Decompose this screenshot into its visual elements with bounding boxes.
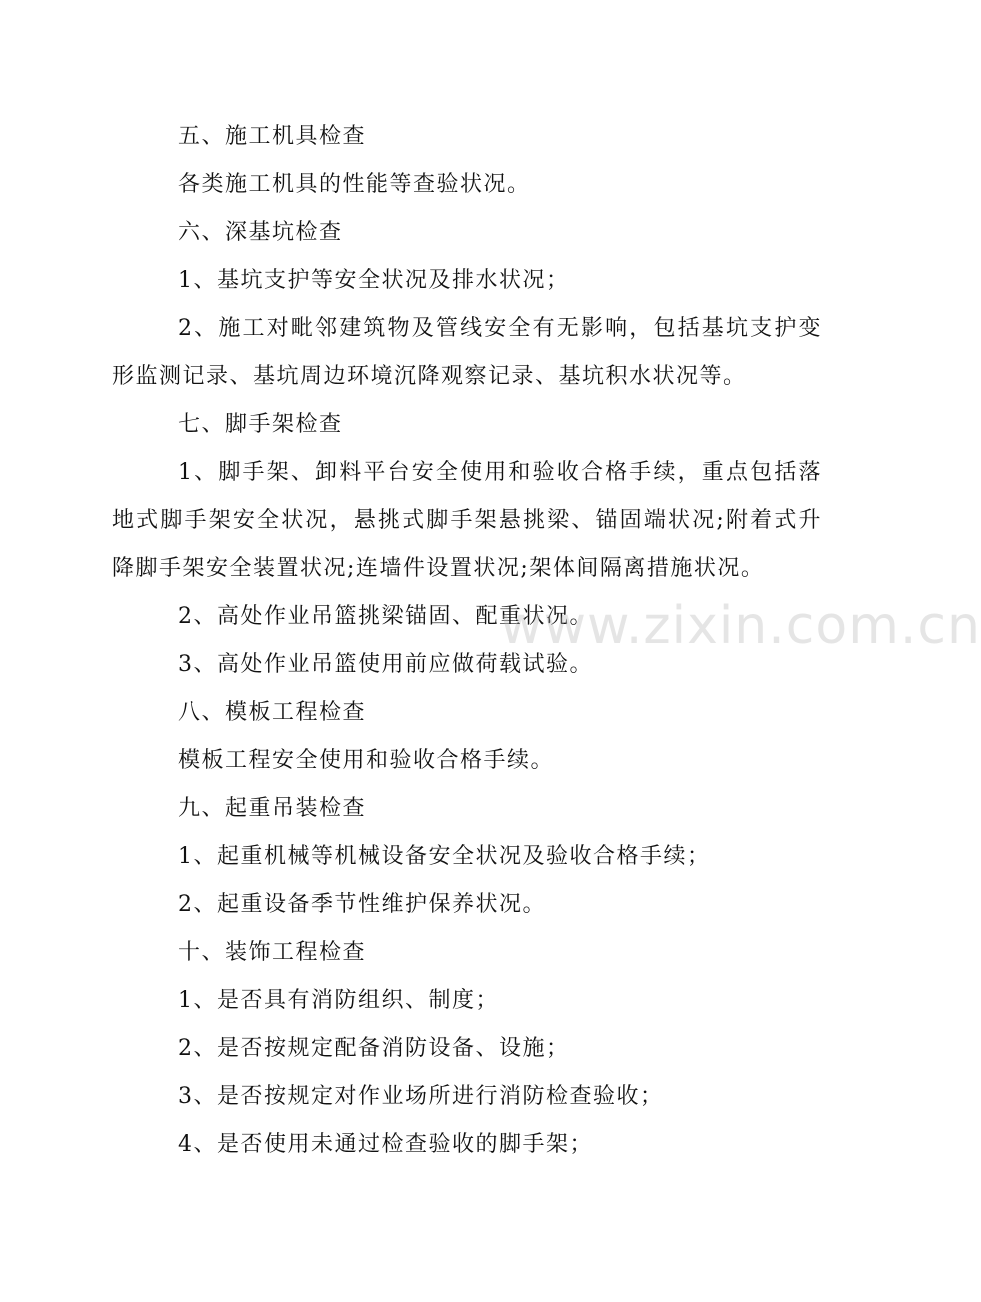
- paragraph-lifting-1: 1、起重机械等机械设备安全状况及验收合格手续；: [178, 844, 711, 869]
- paragraph-decoration-3: 3、是否按规定对作业场所进行消防检查验收；: [178, 1084, 664, 1109]
- paragraph-lifting-2: 2、起重设备季节性维护保养状况。: [178, 892, 546, 917]
- watermark: www.zixin.com.cn: [500, 596, 981, 656]
- paragraph-decoration-4: 4、是否使用未通过检查验收的脚手架；: [178, 1132, 593, 1157]
- paragraph-decoration-1: 1、是否具有消防组织、制度；: [178, 988, 499, 1013]
- paragraph-scaffolding-1: 1、脚手架、卸料平台安全使用和验收合格手续，重点包括落地式脚手架安全状况，悬挑式脚手架悬挑梁、锚固端状况;附着式升降脚手架安全装置状况;连墙件设置状况;架体间隔离措施状况。: [112, 460, 822, 581]
- paragraph-scaffolding-3: 3、高处作业吊篮使用前应做荷载试验。: [178, 652, 593, 677]
- paragraph-decoration-2: 2、是否按规定配备消防设备、设施；: [178, 1036, 570, 1061]
- section-heading-decoration: 十、装饰工程检查: [178, 940, 367, 965]
- section-heading-lifting: 九、起重吊装检查: [178, 796, 367, 821]
- section-heading-foundation-pit: 六、深基坑检查: [178, 220, 343, 245]
- section-heading-scaffolding: 七、脚手架检查: [178, 412, 343, 437]
- paragraph-scaffolding-2: 2、高处作业吊篮挑梁锚固、配重状况。: [178, 604, 593, 629]
- paragraph-foundation-pit-2: 2、施工对毗邻建筑物及管线安全有无影响，包括基坑支护变形监测记录、基坑周边环境沉降观察记录、基坑积水状况等。: [112, 316, 822, 389]
- document-body: [112, 113, 822, 1169]
- paragraph-machinery: 各类施工机具的性能等查验状况。: [178, 172, 531, 197]
- paragraph-formwork: 模板工程安全使用和验收合格手续。: [178, 748, 555, 773]
- section-heading-machinery: 五、施工机具检查: [178, 124, 367, 149]
- paragraph-foundation-pit-1: 1、基坑支护等安全状况及排水状况；: [178, 268, 570, 293]
- section-heading-formwork: 八、模板工程检查: [178, 700, 367, 725]
